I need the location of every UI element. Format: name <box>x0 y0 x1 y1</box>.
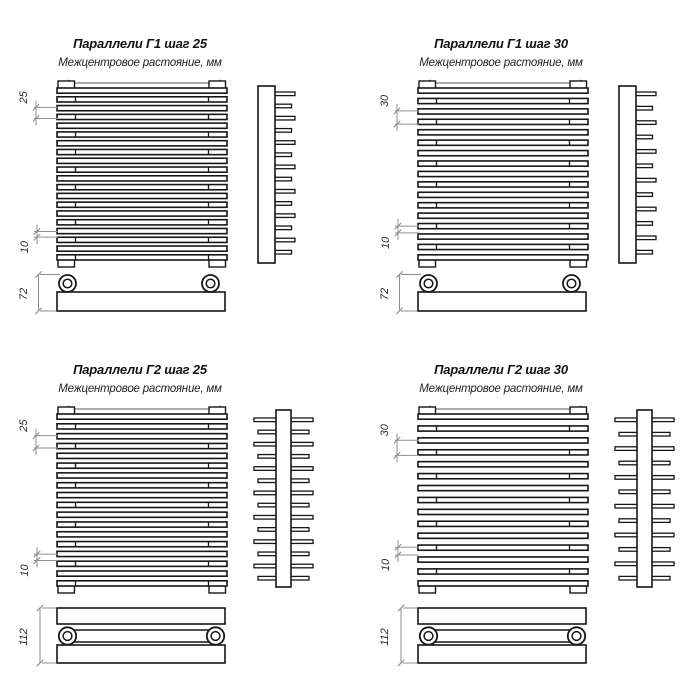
radiator-bar <box>57 483 227 488</box>
radiator-bar <box>57 88 227 93</box>
radiator-bar <box>418 88 588 93</box>
radiator-bar <box>57 492 227 497</box>
front-view <box>57 81 227 267</box>
radiator-bar <box>418 255 588 260</box>
depth-dimension-label: 112 <box>379 628 391 646</box>
radiator-bar <box>57 414 227 419</box>
radiator-bar <box>57 228 227 233</box>
radiator-bar <box>418 438 588 443</box>
center-distance-dimension <box>424 406 581 415</box>
step-dimension-label: 30 <box>379 424 391 437</box>
radiator-bar <box>418 462 588 467</box>
side-collector <box>258 86 275 263</box>
radiator-bar <box>57 141 227 146</box>
radiator-bar <box>418 119 588 124</box>
radiator-bar <box>418 545 588 550</box>
side-view <box>615 410 674 587</box>
front-view <box>57 407 227 593</box>
mount-circle-inner <box>63 279 72 288</box>
radiator-bar <box>57 149 227 154</box>
side-collector <box>619 86 636 263</box>
radiator-bar <box>418 161 588 166</box>
variant-title: Параллели Г1 шаг 25 <box>73 36 207 51</box>
variant-title: Параллели Г1 шаг 30 <box>434 36 568 51</box>
spacing-dimension-label: 10 <box>19 241 31 254</box>
bottom-view <box>57 275 225 311</box>
variant-panel-g2-step30 <box>361 326 700 674</box>
step-dimension-label: 25 <box>18 91 30 104</box>
bottom-band <box>66 630 216 642</box>
step-dimension-label: 30 <box>379 94 391 108</box>
radiator-bar <box>57 443 227 448</box>
radiator-bar <box>57 424 227 429</box>
radiator-bar <box>57 176 227 181</box>
technical-drawing <box>0 326 339 674</box>
radiator-bar <box>418 581 588 586</box>
bottom-body <box>57 292 225 311</box>
radiator-bar <box>418 171 588 176</box>
technical-drawing <box>361 0 700 348</box>
side-view <box>254 410 313 587</box>
spacing-dimension-label: 10 <box>19 564 31 577</box>
center-distance-label: Межцентровое растояние, мм <box>58 383 222 395</box>
center-distance-dimension <box>63 406 220 415</box>
side-collector <box>276 410 291 587</box>
depth-dimension <box>18 271 60 314</box>
radiator-bar <box>418 203 588 208</box>
radiator-bar <box>57 220 227 225</box>
bottom-view <box>57 608 225 663</box>
bottom-view <box>418 608 586 663</box>
center-distance-label: Межцентровое растояние, мм <box>58 57 222 69</box>
spacing-dimension-label: 10 <box>380 236 392 250</box>
radiator-bar <box>57 463 227 468</box>
bottom-body-top <box>57 608 225 624</box>
side-view <box>619 86 656 263</box>
radiator-bar <box>57 193 227 198</box>
radiator-bar <box>418 98 588 103</box>
radiator-bar <box>57 167 227 172</box>
drawing-root <box>379 80 656 314</box>
radiator-bar <box>57 542 227 547</box>
radiator-bar <box>418 244 588 249</box>
radiator-bar <box>57 522 227 527</box>
radiator-bar <box>418 109 588 114</box>
center-distance-label: Межцентровое растояние, мм <box>419 383 583 395</box>
radiator-bar <box>57 255 227 260</box>
radiator-bar <box>57 237 227 242</box>
mount-circle-inner <box>206 279 215 288</box>
variant-panel-g1-step30 <box>361 0 700 348</box>
drawing-root <box>18 406 313 666</box>
mount-circle-inner <box>572 632 581 641</box>
radiator-bar <box>418 521 588 526</box>
center-distance-dimension <box>63 80 220 89</box>
spacing-dimension-label: 10 <box>380 558 392 572</box>
radiator-bar <box>57 551 227 556</box>
front-view <box>418 81 588 267</box>
spacing-dimension <box>19 547 58 577</box>
step-dimension <box>18 90 58 125</box>
radiator-bar <box>57 123 227 128</box>
radiator-bar <box>418 151 588 156</box>
radiator-bar <box>418 182 588 187</box>
mount-circle-inner <box>424 632 433 641</box>
radiator-bar <box>418 509 588 514</box>
radiator-bar <box>418 450 588 455</box>
radiator-bar <box>418 140 588 145</box>
center-distance-dimension <box>424 80 581 89</box>
radiator-bar <box>57 434 227 439</box>
radiator-bar <box>418 426 588 431</box>
depth-dimension-label: 72 <box>18 287 30 301</box>
radiator-bar <box>57 473 227 478</box>
variant-panel-g2-step25 <box>0 326 339 674</box>
spacing-dimension <box>19 224 58 253</box>
radiator-bar <box>57 453 227 458</box>
depth-dimension <box>379 605 417 666</box>
radiator-bar <box>57 581 227 586</box>
radiator-bar <box>418 224 588 229</box>
radiator-bar <box>57 97 227 102</box>
bottom-body-bottom <box>57 645 225 663</box>
radiator-bar <box>57 114 227 119</box>
radiator-bar <box>57 561 227 566</box>
radiator-bar <box>418 557 588 562</box>
radiator-bar <box>418 569 588 574</box>
step-dimension <box>18 419 58 455</box>
mount-circle-inner <box>63 632 72 641</box>
radiator-bar <box>57 532 227 537</box>
radiator-bar <box>57 202 227 207</box>
radiator-bar <box>57 512 227 517</box>
bottom-body-bottom <box>418 645 586 663</box>
side-view <box>258 86 295 263</box>
radiator-bar <box>418 234 588 239</box>
drawing-root <box>379 406 674 666</box>
radiator-bar <box>57 246 227 251</box>
radiator-bar <box>418 192 588 197</box>
bottom-body <box>418 292 586 311</box>
front-view <box>418 407 588 593</box>
radiator-bar <box>418 485 588 490</box>
bottom-body-top <box>418 608 586 624</box>
radiator-bar <box>57 132 227 137</box>
depth-dimension <box>379 271 421 314</box>
radiator-bar <box>57 502 227 507</box>
depth-dimension <box>18 605 56 666</box>
radiator-bar <box>418 497 588 502</box>
radiator-bar <box>418 474 588 479</box>
bottom-view <box>418 275 586 311</box>
mount-circle-inner <box>424 279 433 288</box>
bottom-band <box>427 630 577 642</box>
drawing-root <box>18 80 295 314</box>
radiator-bar <box>57 571 227 576</box>
variant-panel-g1-step25 <box>0 0 339 348</box>
step-dimension-label: 25 <box>18 419 30 432</box>
radiator-bar <box>418 414 588 419</box>
variant-title: Параллели Г2 шаг 30 <box>434 362 568 377</box>
radiator-bar <box>57 211 227 216</box>
depth-dimension-label: 112 <box>18 628 30 646</box>
mount-circle-inner <box>567 279 576 288</box>
side-collector <box>637 410 652 587</box>
technical-drawing <box>0 0 339 348</box>
radiator-bar <box>57 185 227 190</box>
radiator-bar <box>418 130 588 135</box>
step-dimension <box>379 94 419 131</box>
radiator-bar <box>418 533 588 538</box>
mount-circle-inner <box>211 632 220 641</box>
depth-dimension-label: 72 <box>379 287 391 301</box>
radiator-bar <box>57 106 227 111</box>
center-distance-label: Межцентровое растояние, мм <box>419 57 583 69</box>
spacing-dimension <box>380 540 419 571</box>
variant-title: Параллели Г2 шаг 25 <box>73 362 207 377</box>
step-dimension <box>379 423 419 462</box>
spacing-dimension <box>380 219 419 249</box>
technical-drawing <box>361 326 700 674</box>
radiator-bar <box>418 213 588 218</box>
radiator-bar <box>57 158 227 163</box>
